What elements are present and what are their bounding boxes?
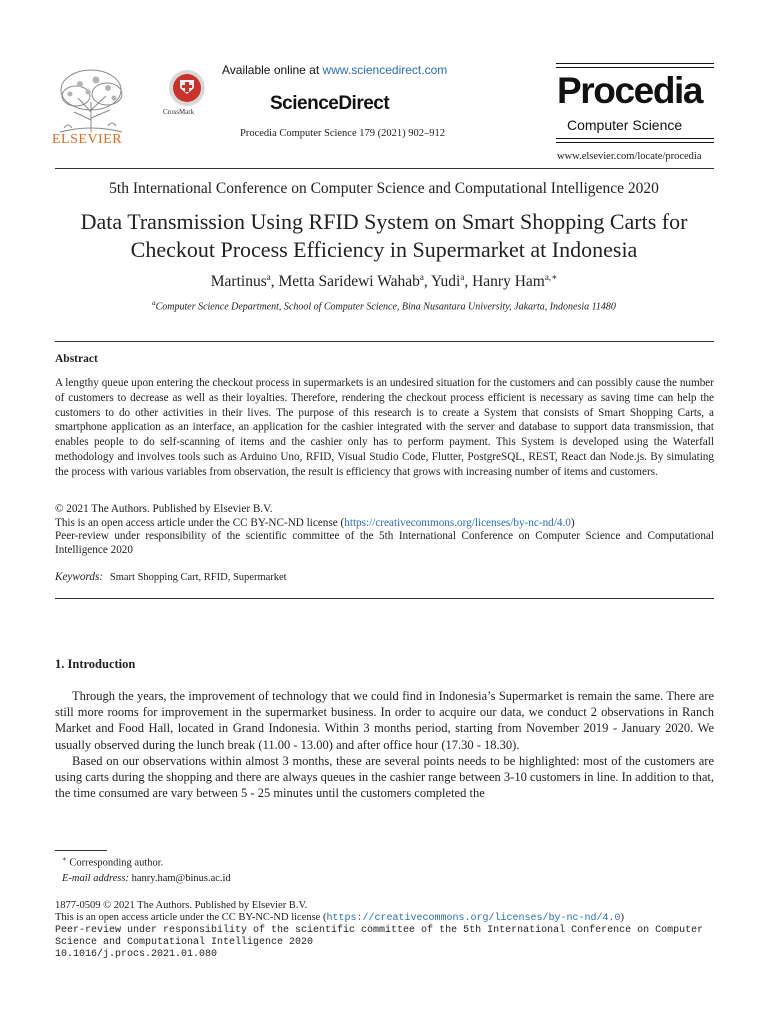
footer-peer-review: Peer-review under responsibility of the scientific committee of the 5th International Conference on Computer Science and Computational Intelligence 2020 <box>55 925 704 948</box>
journal-subtitle: Computer Science <box>567 117 683 133</box>
paragraph: Through the years, the improvement of technology that we could find in Indonesia’s Supermarket is remain the same. There are still more rooms for improvement in the supermarket business. In order to acquire our data, we conduct 2 observations in Ranch Market and Food Hall, located in Grand Indonesia. Within 3 months period, starting from November 2019 - January 2020. We usually observed during the lunch break (11.00 - 13.00) and after office hour (17.30 - 18.30). <box>55 689 714 752</box>
affiliation-text: Computer Science Department, School of Computer Science, Bina Nusantara University, Jakarta, Indonesia 11480 <box>155 301 616 313</box>
corresponding-author-text: Corresponding author. <box>69 857 164 869</box>
footnote <box>62 852 231 886</box>
issn-line: 1877-0509 © 2021 The Authors. Published by Elsevier B.V. <box>55 900 308 911</box>
keywords-text: Smart Shopping Cart, RFID, Supermarket <box>109 572 287 583</box>
journal-title: Procedia <box>557 70 703 111</box>
paper-title-line: Checkout Process Efficiency in Supermarket at Indonesia <box>130 237 638 262</box>
footnote-divider <box>55 850 107 851</box>
journal-url[interactable]: www.elsevier.com/locate/procedia <box>557 151 702 162</box>
sciencedirect-wordmark: ScienceDirect <box>270 93 390 114</box>
footer-license-suffix: ) <box>620 912 625 923</box>
affiliation-mark: a <box>152 299 156 307</box>
procedia-rule <box>556 63 714 64</box>
abstract-bottom-divider <box>55 598 714 599</box>
header-divider <box>55 168 714 169</box>
section-heading-introduction: 1. Introduction <box>55 657 136 671</box>
paper-title <box>0 208 768 264</box>
author-affiliation-mark: a <box>266 272 271 282</box>
license-line <box>55 517 714 531</box>
license-suffix: ) <box>570 516 575 529</box>
footnote-marker: ∗ <box>62 855 67 863</box>
author-name: Yudi <box>431 273 461 291</box>
peer-review-line: Peer-review under responsibility of the scientific committee of the 5th International Conference on Computer Science and Computational Intelligence 2020 <box>55 530 714 556</box>
license-prefix: This is an open access article under the CC BY-NC-ND license ( <box>55 516 345 529</box>
doi[interactable]: 10.1016/j.procs.2021.01.080 <box>55 949 218 960</box>
copyright-line: © 2021 The Authors. Published by Elsevier B.V. <box>55 503 273 515</box>
crossmark-icon[interactable] <box>165 68 209 108</box>
footer-license-line <box>55 912 714 925</box>
sciencedirect-link[interactable]: www.sciencedirect.com <box>322 63 448 77</box>
crossmark-label: CrossMark <box>163 108 195 116</box>
license-link[interactable]: https://creativecommons.org/licenses/by-nc-nd/4.0 <box>344 516 571 529</box>
footer-metadata <box>55 900 714 961</box>
license-block <box>55 503 714 557</box>
corresponding-author-note <box>62 852 231 871</box>
email-line <box>62 871 231 886</box>
introduction-body <box>55 688 714 801</box>
journal-reference: Procedia Computer Science 179 (2021) 902–912 <box>240 128 445 139</box>
conference-name: 5th International Conference on Computer Science and Computational Intelligence 2020 <box>109 180 659 197</box>
abstract-top-divider <box>55 341 714 342</box>
abstract-text: A lengthy queue upon entering the checkout process in supermarkets is an undesired situation for the customers and can possibly cause the number of customers to decrease as well as their loyalties. Therefore, rendering the checkout process efficient is necessary as saving time can help the customers to do other activities in their lives. The purpose of this research is to create a System that consists of Smart Shopping Carts, a smartphone application as an interface, an application for the cashier integrated with the server and database to support data transmission, that enables people to do self-scanning of items and the cashier only has to perform payment. This System is developed using the Waterfall methodology and involves tools such as Arduino Uno, RFID, Visual Studio Code, Flutter, PostgreSQL, REST, React dan Node.js. By simulating the process with various variables from observation, the result is efficiency that grows with increasing number of items and customers. <box>55 377 714 478</box>
email-address[interactable]: hanry.ham@binus.ac.id <box>131 872 231 884</box>
abstract-heading: Abstract <box>55 353 98 365</box>
keywords-label: Keywords: <box>55 571 104 583</box>
available-online-line <box>222 63 447 77</box>
footer-license-link[interactable]: https://creativecommons.org/licenses/by-nc-nd/4.0 <box>326 913 621 924</box>
available-prefix: Available online at <box>222 63 323 77</box>
author-name: Hanry Ham <box>472 273 545 291</box>
paper-title-line: Data Transmission Using RFID System on Smart Shopping Carts for <box>80 209 688 234</box>
author-name: Martinus <box>210 273 267 291</box>
author-affiliation-mark: a,∗ <box>544 272 558 282</box>
author-name: Metta Saridewi Wahab <box>278 273 420 291</box>
procedia-rule <box>556 142 714 143</box>
paragraph: Based on our observations within almost 3 months, these are several points needs to be highlighted: most of the customers are using carts during the shopping and there are always queues in the cashier range between 3-10 customers in line. In addition to that, the time consumed are vary between 5 - 25 minutes until the customers completed the <box>55 753 714 801</box>
procedia-rule <box>556 67 714 68</box>
elsevier-wordmark: ELSEVIER <box>52 132 123 147</box>
procedia-rule <box>556 138 714 139</box>
author-affiliation-mark: a <box>460 272 465 282</box>
author-affiliation-mark: a <box>419 272 424 282</box>
author-list: Martinus$^a$, Metta Saridewi Wahab$^a$, Yudi$^a$, Hanry Ham$^{a,∗}$ <box>210 272 558 291</box>
affiliation <box>0 299 768 312</box>
keywords-line <box>55 571 287 583</box>
footer-license-prefix: This is an open access article under the CC BY-NC-ND license ( <box>55 912 327 923</box>
email-label: E-mail address: <box>62 872 129 884</box>
